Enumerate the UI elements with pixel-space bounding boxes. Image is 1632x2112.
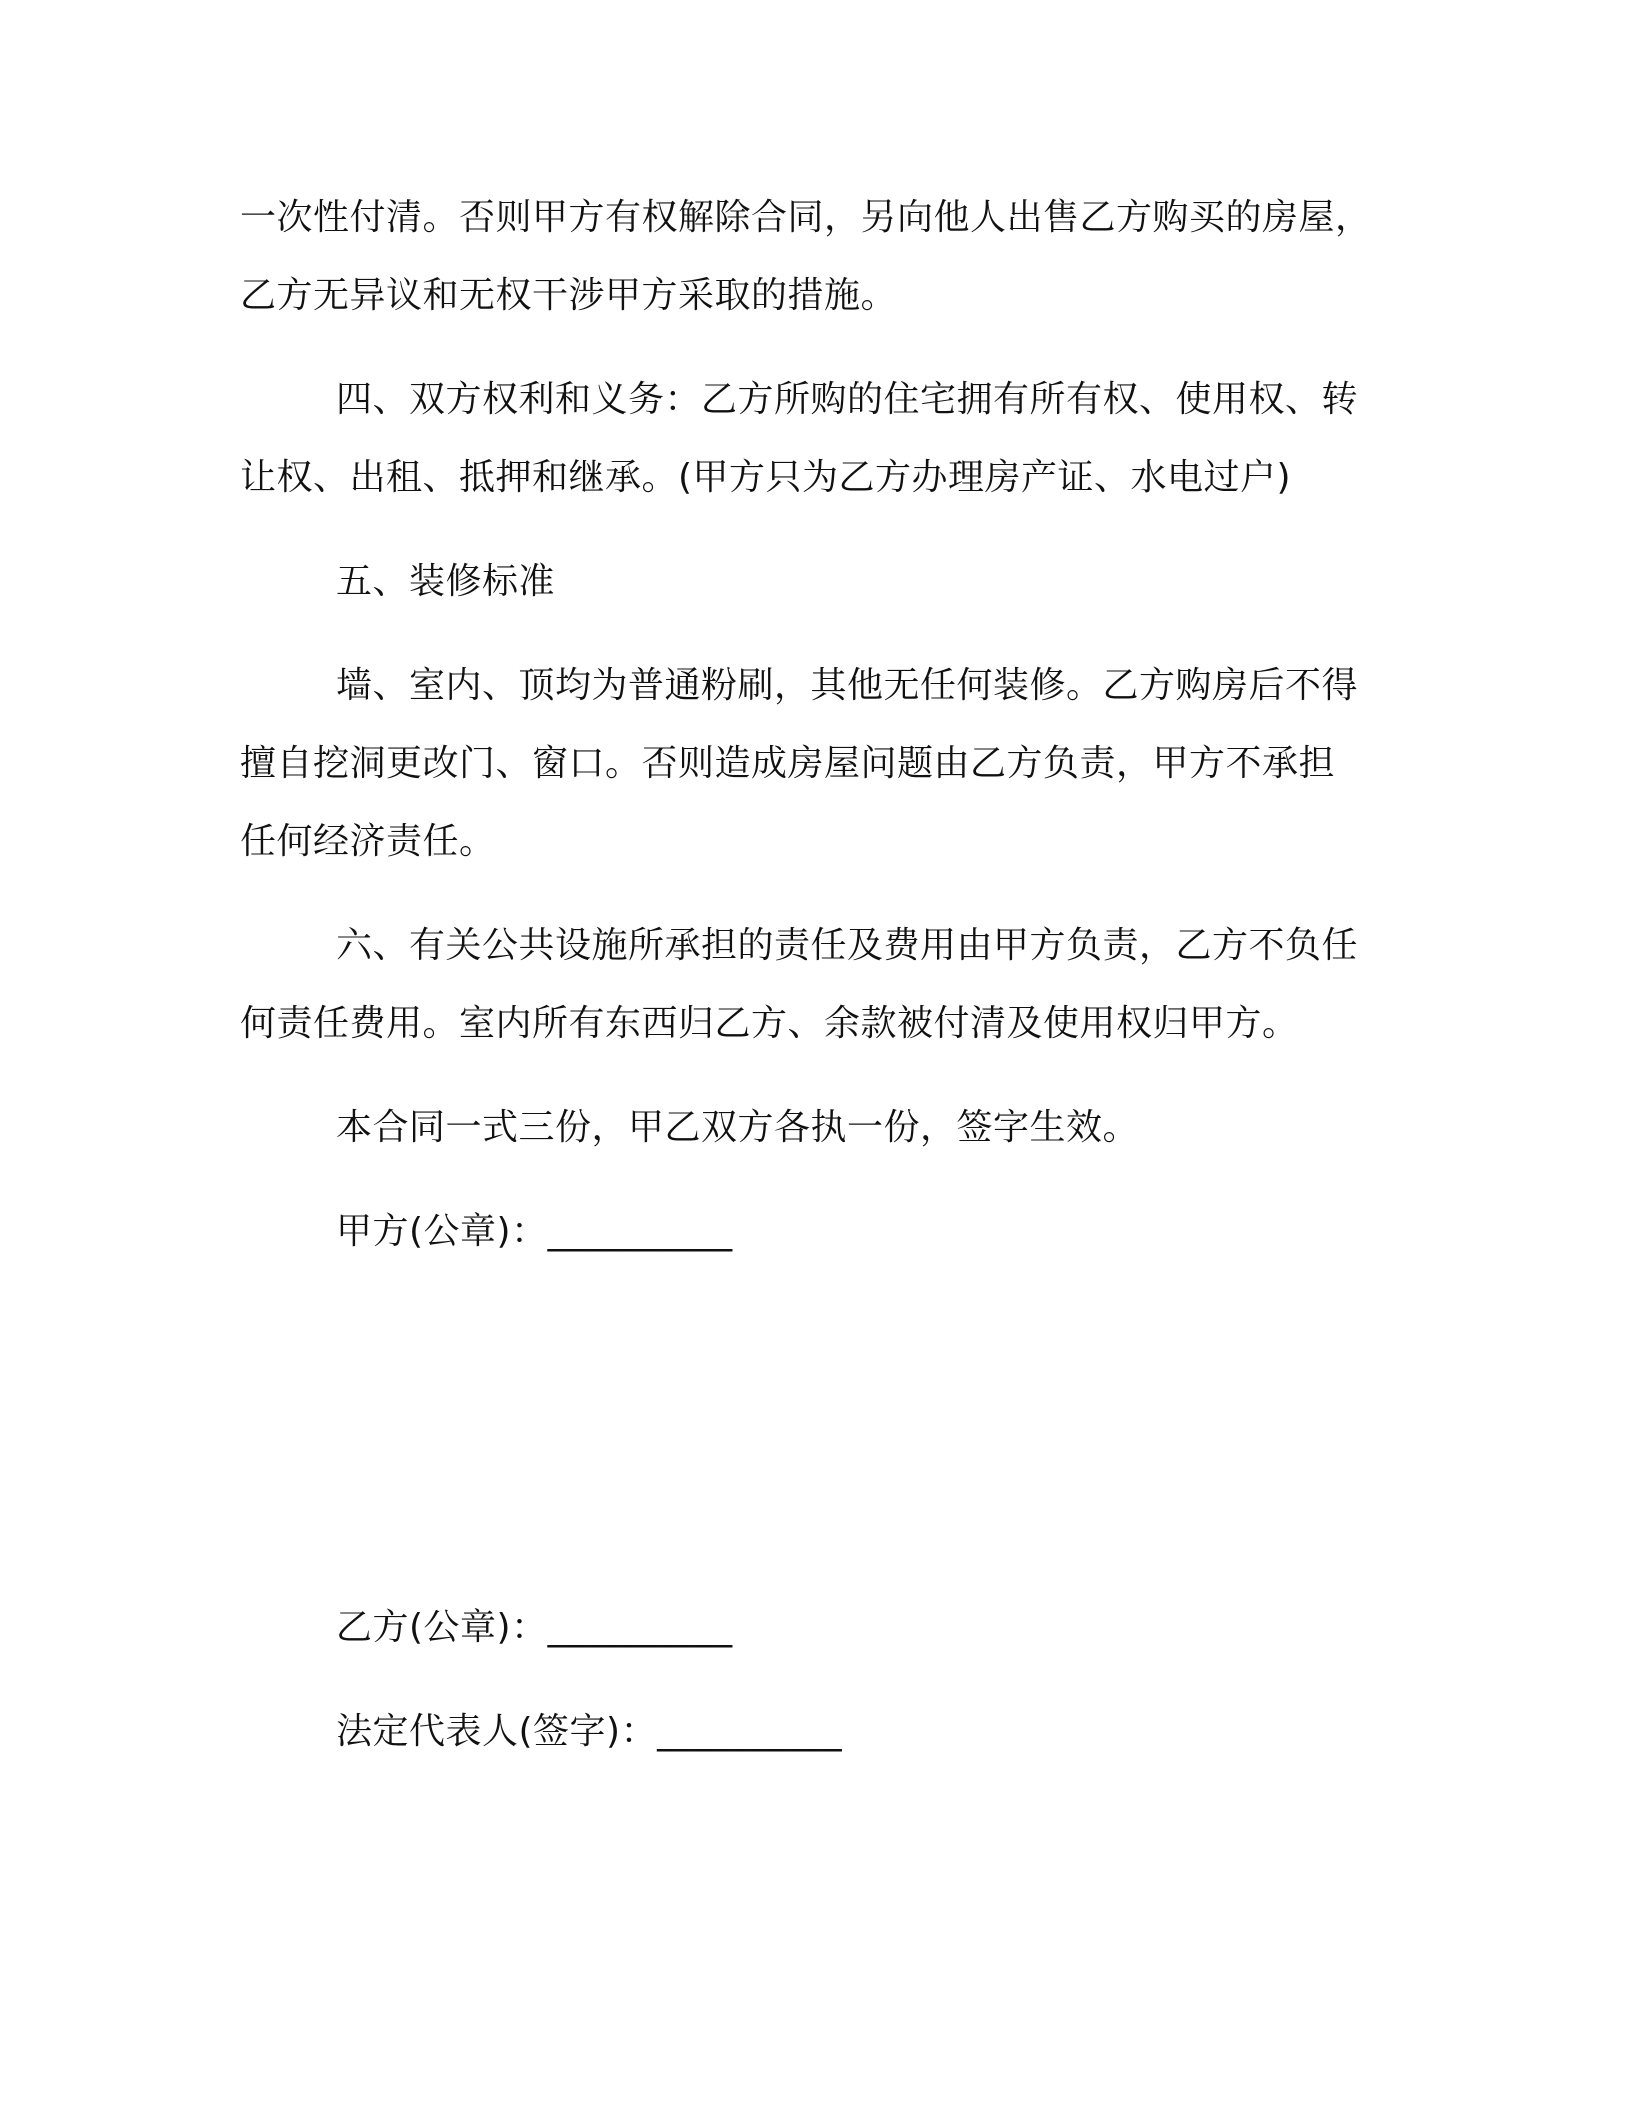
clause-three-continuation-line-1: 一次性付清。否则甲方有权解除合同，另向他人出售乙方购买的房屋， xyxy=(240,197,1372,238)
party-a-signature-field: 甲方(公章)：__________ xyxy=(336,1211,733,1252)
legal-rep-signature-field: 法定代表人(签字)：__________ xyxy=(336,1711,843,1752)
decoration-standard-line-2: 擅自挖洞更改门、窗口。否则造成房屋问题由乙方负责，甲方不承担 xyxy=(240,743,1336,784)
decoration-standard-line-3: 任何经济责任。 xyxy=(240,821,496,862)
clause-five-heading: 五、装修标准 xyxy=(336,561,556,602)
clause-four-line-2: 让权、出租、抵押和继承。(甲方只为乙方办理房产证、水电过户) xyxy=(240,457,1292,498)
clause-three-continuation-line-2: 乙方无异议和无权干涉甲方采取的措施。 xyxy=(240,275,898,316)
party-b-signature-field: 乙方(公章)：__________ xyxy=(336,1607,733,1648)
clause-six-line-2: 何责任费用。室内所有东西归乙方、余款被付清及使用权归甲方。 xyxy=(240,1003,1299,1044)
clause-four-line-1: 四、双方权利和义务：乙方所购的住宅拥有所有权、使用权、转 xyxy=(336,379,1359,420)
clause-six-line-1: 六、有关公共设施所承担的责任及费用由甲方负责，乙方不负任 xyxy=(336,925,1359,966)
decoration-standard-line-1: 墙、室内、顶均为普通粉刷，其他无任何装修。乙方购房后不得 xyxy=(336,665,1359,706)
copies-statement: 本合同一式三份，甲乙双方各执一份，签字生效。 xyxy=(336,1107,1140,1148)
